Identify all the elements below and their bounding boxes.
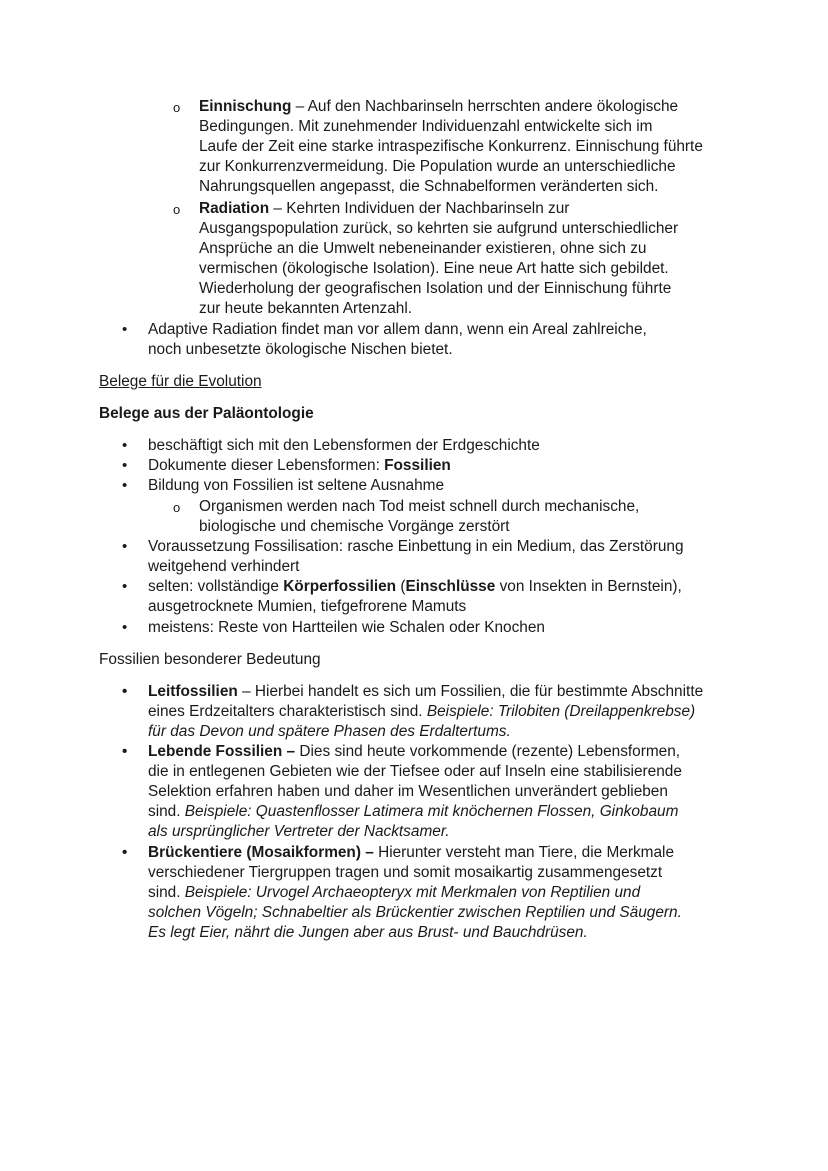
heading-palaeontology: Belege aus der Paläontologie — [99, 405, 314, 422]
bullet-icon: • — [122, 437, 128, 454]
text-line: ausgetrocknete Mumien, tiefgefrorene Mamuts — [148, 598, 467, 615]
text-line: – Auf den Nachbarinseln herrschten andere ökologische — [291, 98, 679, 115]
text-line: Bedingungen. Mit zunehmender Individuenzahl entwickelte sich im — [199, 118, 653, 135]
heading-evidence: Belege für die Evolution — [99, 373, 262, 390]
hollow-bullet-icon: o — [173, 202, 181, 217]
hollow-bullet-icon: o — [173, 100, 181, 115]
example-text: als ursprünglicher Vertreter der Nacktsamer. — [148, 823, 450, 840]
term-leitfossilien: Leitfossilien — [148, 683, 238, 700]
text-line: sind. — [148, 884, 185, 901]
text-line: – Hierbei handelt es sich um Fossilien, die für bestimmte Abschnitte — [237, 683, 704, 700]
bullet-icon: • — [122, 619, 128, 636]
example-text: Beispiele: Quastenflosser Latimera mit knöchernen Flossen, Ginkobaum — [184, 803, 679, 820]
text-line: zur heute bekannten Artenzahl. — [199, 300, 413, 317]
text-line: Dies sind heute vorkommende (rezente) Lebensformen, — [295, 743, 681, 760]
text-line: beschäftigt sich mit den Lebensformen der Erdgeschichte — [148, 437, 540, 454]
term-koerperfossilien: Körperfossilien — [283, 578, 397, 595]
heading-special-fossils: Fossilien besonderer Bedeutung — [99, 651, 321, 668]
text-line: Nahrungsquellen angepasst, die Schnabelformen veränderten sich. — [199, 178, 659, 195]
bullet-icon: • — [122, 683, 128, 700]
text-line: Bildung von Fossilien ist seltene Ausnahme — [148, 477, 445, 494]
term-brueckentiere: Brückentiere (Mosaikformen) – — [148, 844, 374, 861]
text-line: Voraussetzung Fossilisation: rasche Einbettung in ein Medium, das Zerstörung — [148, 538, 684, 555]
example-text: Beispiele: Trilobiten (Dreilappenkrebse) — [426, 703, 696, 720]
bullet-icon: • — [122, 578, 128, 595]
bullet-icon: • — [122, 457, 128, 474]
hollow-bullet-icon: o — [173, 500, 181, 515]
text-line: eines Erdzeitalters charakteristisch sind. — [148, 703, 427, 720]
text-line: Selektion erfahren haben und daher im Wesentlichen unverändert geblieben — [148, 783, 668, 800]
term-einnischung: Einnischung — [199, 98, 292, 115]
text-line: noch unbesetzte ökologische Nischen bietet. — [148, 341, 453, 358]
text-line: Hierunter versteht man Tiere, die Merkmale — [373, 844, 675, 861]
text-line: – Kehrten Individuen der Nachbarinseln zur — [269, 200, 570, 217]
example-text: für das Devon und spätere Phasen des Erdaltertums. — [148, 723, 511, 740]
text-line: Adaptive Radiation findet man vor allem dann, wenn ein Areal zahlreiche, — [148, 321, 647, 338]
text-line: weitgehend verhindert — [148, 558, 300, 575]
text-line: verschiedener Tiergruppen tragen und somit mosaikartig zusammengesetzt — [148, 864, 663, 881]
text-line: selten: vollständige — [148, 578, 284, 595]
text-line: vermischen (ökologische Isolation). Eine neue Art hatte sich gebildet. — [199, 260, 669, 277]
term-fossilien: Fossilien — [384, 457, 451, 474]
text-line: Organismen werden nach Tod meist schnell durch mechanische, — [199, 498, 640, 515]
text-line: Wiederholung der geografischen Isolation und der Einnischung führte — [199, 280, 672, 297]
term-lebende-fossilien: Lebende Fossilien – — [148, 743, 296, 760]
text-line: sind. — [148, 803, 185, 820]
example-text: solchen Vögeln; Schnabeltier als Brückentier zwischen Reptilien und Säugern. — [148, 904, 682, 921]
bullet-icon: • — [122, 477, 128, 494]
text-line: Dokumente dieser Lebensformen: — [148, 457, 385, 474]
term-radiation: Radiation — [199, 200, 270, 217]
text-line: biologische und chemische Vorgänge zerstört — [199, 518, 510, 535]
text-line: von Insekten in Bernstein), — [495, 578, 682, 595]
text-line: zur Konkurrenzvermeidung. Die Population wurde an unterschiedliche — [199, 158, 676, 175]
text-line: Ansprüche an die Umwelt nebeneinander existieren, ohne sich zu — [199, 240, 647, 257]
text-line: meistens: Reste von Hartteilen wie Schalen oder Knochen — [148, 619, 545, 636]
bullet-icon: • — [122, 844, 128, 861]
example-text: Beispiele: Urvogel Archaeopteryx mit Merkmalen von Reptilien und — [184, 884, 641, 901]
example-text: Es legt Eier, nährt die Jungen aber aus Brust- und Bauchdrüsen. — [148, 924, 588, 941]
text-line: ( — [396, 578, 406, 595]
text-line: die in entlegenen Gebieten wie der Tiefsee oder auf Inseln eine stabilisierende — [148, 763, 682, 780]
bullet-icon: • — [122, 743, 128, 760]
bullet-icon: • — [122, 321, 128, 338]
term-einschluesse: Einschlüsse — [405, 578, 496, 595]
bullet-icon: • — [122, 538, 128, 555]
text-line: Laufe der Zeit eine starke intraspezifische Konkurrenz. Einnischung führte — [199, 138, 703, 155]
text-line: Ausgangspopulation zurück, so kehrten sie aufgrund unterschiedlicher — [199, 220, 679, 237]
